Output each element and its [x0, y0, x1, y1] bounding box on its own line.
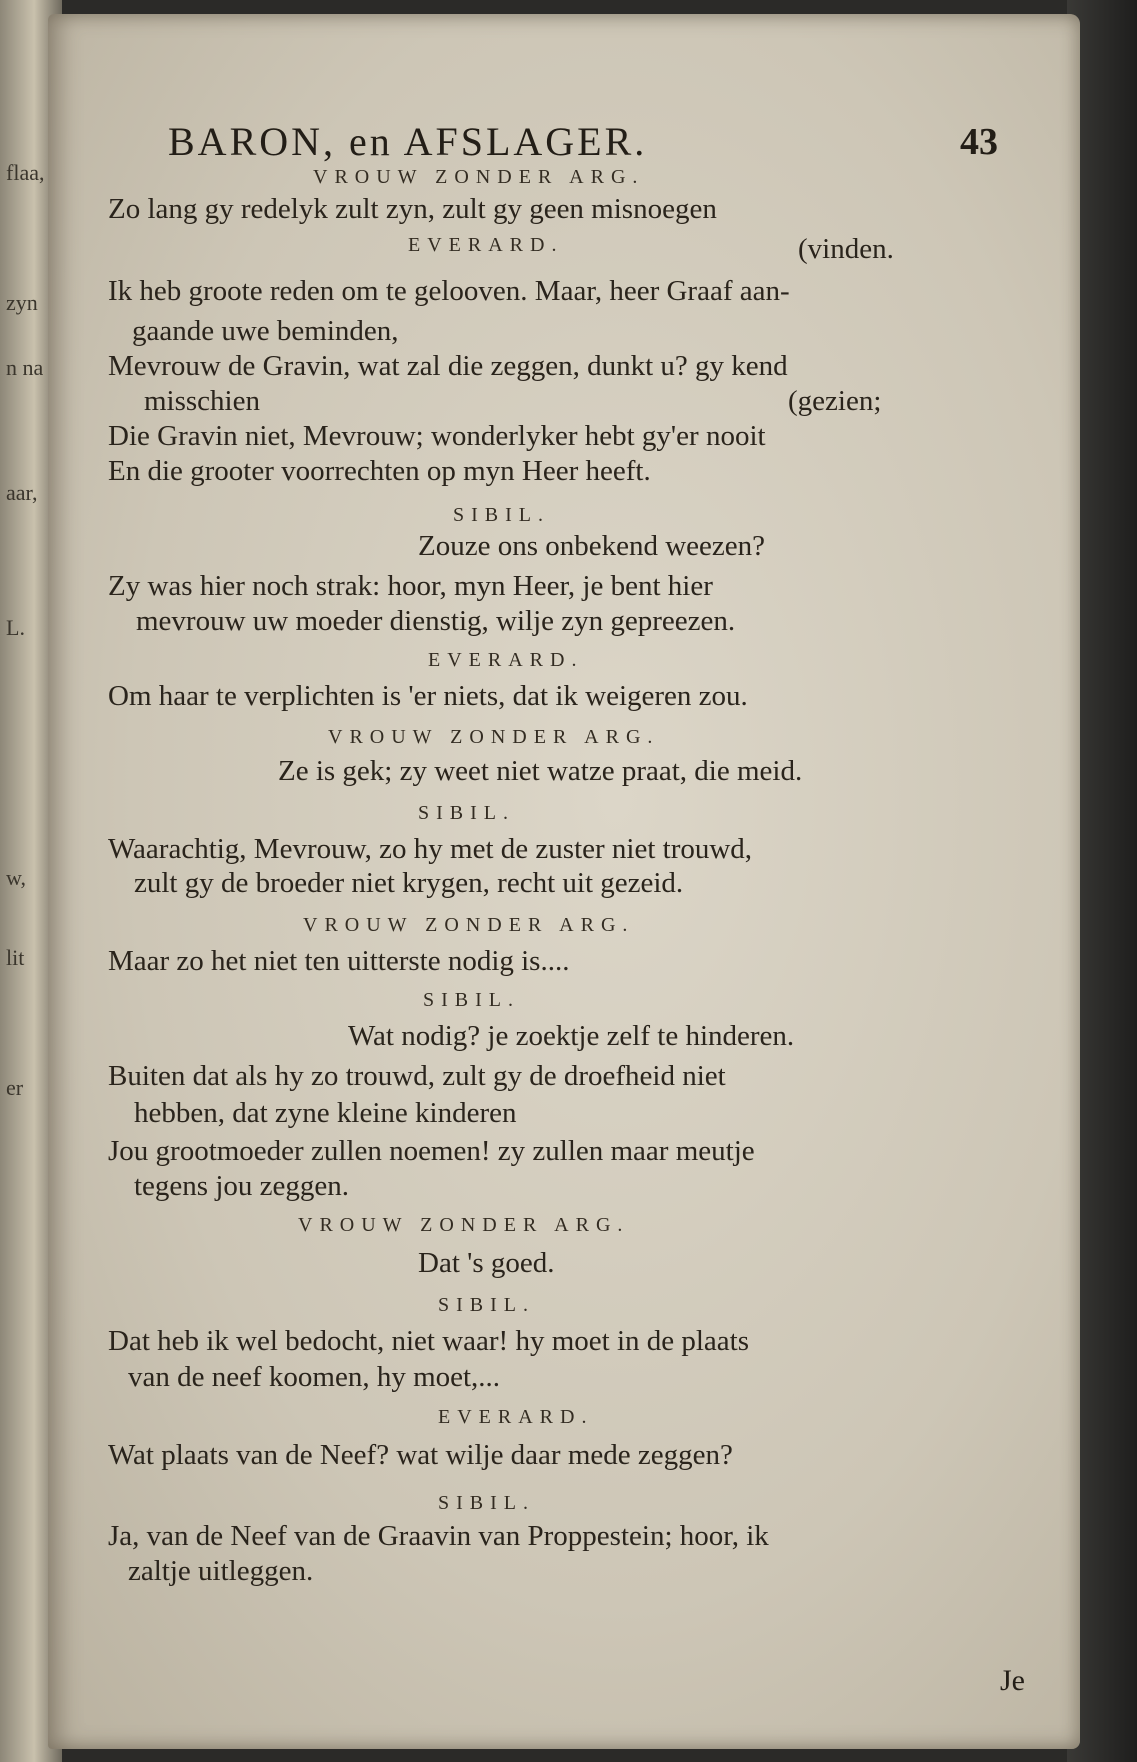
dialogue-line: zult gy de broeder niet krygen, recht uit gezeid. — [134, 867, 684, 899]
dialogue-line: En die grooter voorrechten op myn Heer heeft. — [108, 455, 651, 487]
running-title: BARON, en AFSLAGER. — [168, 119, 648, 164]
speaker-name: EVERARD. — [428, 649, 584, 671]
speaker-name: VROUW ZONDER ARG. — [313, 166, 645, 188]
dialogue-line: gaande uwe beminden, — [132, 315, 399, 347]
dialogue-line: zaltje uitleggen. — [128, 1555, 314, 1587]
dialogue-line: tegens jou zeggen. — [134, 1170, 350, 1202]
dialogue-line: Jou grootmoeder zullen noemen! zy zullen maar meutje — [108, 1135, 755, 1167]
dialogue-line: Wat nodig? je zoektje zelf te hinderen. — [348, 1020, 795, 1052]
dialogue-line: Dat 's goed. — [418, 1247, 555, 1279]
dialogue-line: Zy was hier noch strak: hoor, myn Heer, je bent hier — [108, 570, 713, 602]
margin-fragment: L. — [6, 615, 25, 640]
dialogue-line: Zo lang gy redelyk zult zyn, zult gy geen misnoegen — [108, 193, 717, 225]
margin-fragment: flaa, — [6, 160, 45, 185]
speaker-name: EVERARD. — [408, 234, 564, 256]
dialogue-line: Wat plaats van de Neef? wat wilje daar mede zeggen? — [108, 1439, 733, 1471]
dialogue-line: Waarachtig, Mevrouw, zo hy met de zuster niet trouwd, — [108, 833, 753, 865]
speaker-name: VROUW ZONDER ARG. — [298, 1214, 630, 1236]
speaker-name: SIBIL. — [438, 1294, 535, 1316]
speaker-name: VROUW ZONDER ARG. — [303, 914, 635, 936]
speaker-name: VROUW ZONDER ARG. — [328, 726, 660, 748]
speaker-name: SIBIL. — [438, 1492, 535, 1514]
book-page — [48, 14, 1080, 1749]
catchword: Je — [1000, 1664, 1025, 1697]
margin-fragment: w, — [6, 865, 26, 890]
running-header — [168, 118, 998, 170]
dialogue-line: mevrouw uw moeder dienstig, wilje zyn gepreezen. — [136, 605, 736, 637]
dialogue-line: Buiten dat als hy zo trouwd, zult gy de droefheid niet — [108, 1060, 726, 1092]
dialogue-line: (gezien; — [788, 385, 882, 417]
speaker-name: SIBIL. — [453, 504, 550, 526]
dialogue-line: Die Gravin niet, Mevrouw; wonderlyker hebt gy'er nooit — [108, 420, 766, 452]
dialogue-line: Maar zo het niet ten uitterste nodig is.... — [108, 945, 570, 977]
speaker-name: EVERARD. — [438, 1406, 594, 1428]
dialogue-line: van de neef koomen, hy moet,... — [128, 1361, 501, 1393]
margin-fragment: aar, — [6, 480, 38, 505]
dialogue-line: Om haar te verplichten is 'er niets, dat ik weigeren zou. — [108, 680, 748, 712]
dialogue-line: Ze is gek; zy weet niet watze praat, die meid. — [278, 755, 803, 787]
dialogue-line: Dat heb ik wel bedocht, niet waar! hy moet in de plaats — [108, 1325, 750, 1357]
margin-fragment: lit — [6, 945, 25, 970]
dialogue-line: Ik heb groote reden om te gelooven. Maar, heer Graaf aan- — [108, 275, 790, 307]
dialogue-line: Ja, van de Neef van de Graavin van Proppestein; hoor, ik — [108, 1520, 769, 1552]
margin-fragment: er — [6, 1075, 24, 1100]
dialogue-line: hebben, dat zyne kleine kinderen — [134, 1097, 517, 1129]
dialogue-line: Mevrouw de Gravin, wat zal die zeggen, dunkt u? gy kend — [108, 350, 788, 382]
page-number: 43 — [960, 121, 998, 163]
dialogue-line: (vinden. — [798, 233, 894, 265]
margin-fragment: zyn — [6, 290, 38, 315]
dialogue-line: Zouze ons onbekend weezen? — [418, 530, 766, 562]
margin-fragment: n na — [6, 355, 44, 380]
speaker-name: SIBIL. — [418, 802, 515, 824]
speaker-name: SIBIL. — [423, 989, 520, 1011]
dialogue-line: misschien — [144, 385, 260, 417]
